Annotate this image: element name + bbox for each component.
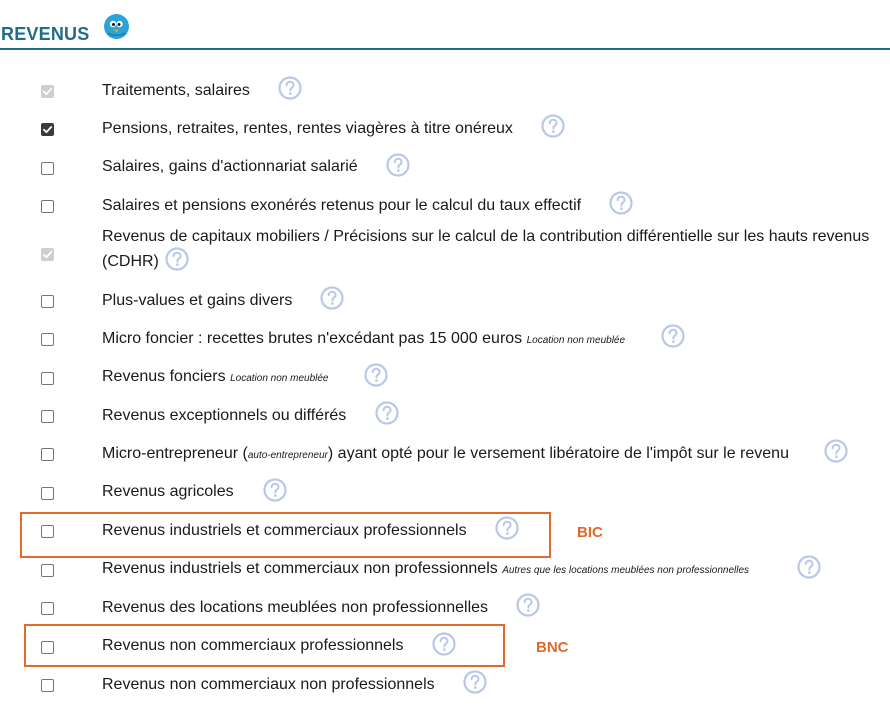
item-label-text: ) ayant opté pour le versement libératoire de l'impôt sur le revenu [327,445,789,462]
bic-highlight-frame [20,512,551,558]
help-icon[interactable] [516,593,540,617]
item-label-text: Revenus industriels et commerciaux non professionnels [102,560,498,577]
checkbox-locations-meublees[interactable] [41,602,54,615]
bic-annotation: BIC [577,524,603,541]
item-label-text: Revenus fonciers [102,368,226,385]
item-label [102,224,872,274]
help-icon[interactable] [263,478,287,502]
checkbox-capitaux-mobiliers[interactable] [41,248,54,261]
bird-mascot-icon[interactable] [103,13,130,40]
help-icon[interactable] [797,555,821,579]
item-label: Revenus agricoles [102,483,234,500]
help-icon[interactable] [375,401,399,425]
item-label: Salaires et pensions exonérés retenus pour le calcul du taux effectif [102,197,582,214]
bnc-annotation: BNC [536,639,569,656]
item-label-text: Revenus de capitaux mobiliers / Précisions sur le calcul de la contribution différentielle sur les hauts revenus (CDHR) [102,228,870,270]
help-icon[interactable] [463,670,487,694]
help-icon[interactable] [320,286,344,310]
checkbox-salaires-actionnariat[interactable] [41,162,54,175]
checkbox-salaires-exoneres[interactable] [41,200,54,213]
item-note: Location non meublée [230,373,329,384]
checkbox-revenus-fonciers[interactable] [41,372,54,385]
item-label: Revenus non commerciaux non professionnels [102,676,435,693]
item-label-text: Micro foncier : recettes brutes n'excédant pas 15 000 euros [102,330,523,347]
item-label [102,367,329,389]
item-label: Revenus industriels et commerciaux professionnels [102,522,467,539]
help-icon[interactable] [541,114,565,138]
section-header [0,0,890,50]
help-icon[interactable] [278,76,302,100]
help-icon[interactable] [386,153,410,177]
checkbox-pensions[interactable] [41,123,54,136]
item-label [102,444,789,466]
help-icon[interactable] [824,439,848,463]
checkbox-traitements-salaires[interactable] [41,85,54,98]
item-label: Revenus exceptionnels ou différés [102,407,347,424]
item-label [102,329,625,351]
item-note: Autres que les locations meublées non professionnelles [502,565,750,576]
section-title: REVENUS [1,24,90,44]
item-label: Pensions, retraites, rentes, rentes viagères à titre onéreux [102,120,513,137]
checkbox-bnc-non-professionnels[interactable] [41,679,54,692]
item-label: Traitements, salaires [102,82,250,99]
checkbox-plus-values[interactable] [41,295,54,308]
item-note: auto-entrepreneur [247,450,328,461]
item-label [102,559,749,581]
item-label: Revenus non commerciaux professionnels [102,637,404,654]
help-icon[interactable] [661,324,685,348]
item-note: Location non meublée [526,335,626,346]
checkbox-revenus-agricoles[interactable] [41,487,54,500]
bnc-highlight-frame [24,624,505,667]
checkbox-micro-entrepreneur[interactable] [41,448,54,461]
help-icon[interactable] [609,191,633,215]
item-label-text: Micro-entrepreneur ( [102,445,248,462]
item-label: Salaires, gains d'actionnariat salarié [102,158,358,175]
checkbox-revenus-exceptionnels[interactable] [41,410,54,423]
item-label: Plus-values et gains divers [102,292,293,309]
item-label: Revenus des locations meublées non professionnelles [102,599,489,616]
checkbox-bic-non-professionnels[interactable] [41,564,54,577]
checkbox-micro-foncier[interactable] [41,333,54,346]
help-icon[interactable] [165,247,189,271]
help-icon[interactable] [364,363,388,387]
